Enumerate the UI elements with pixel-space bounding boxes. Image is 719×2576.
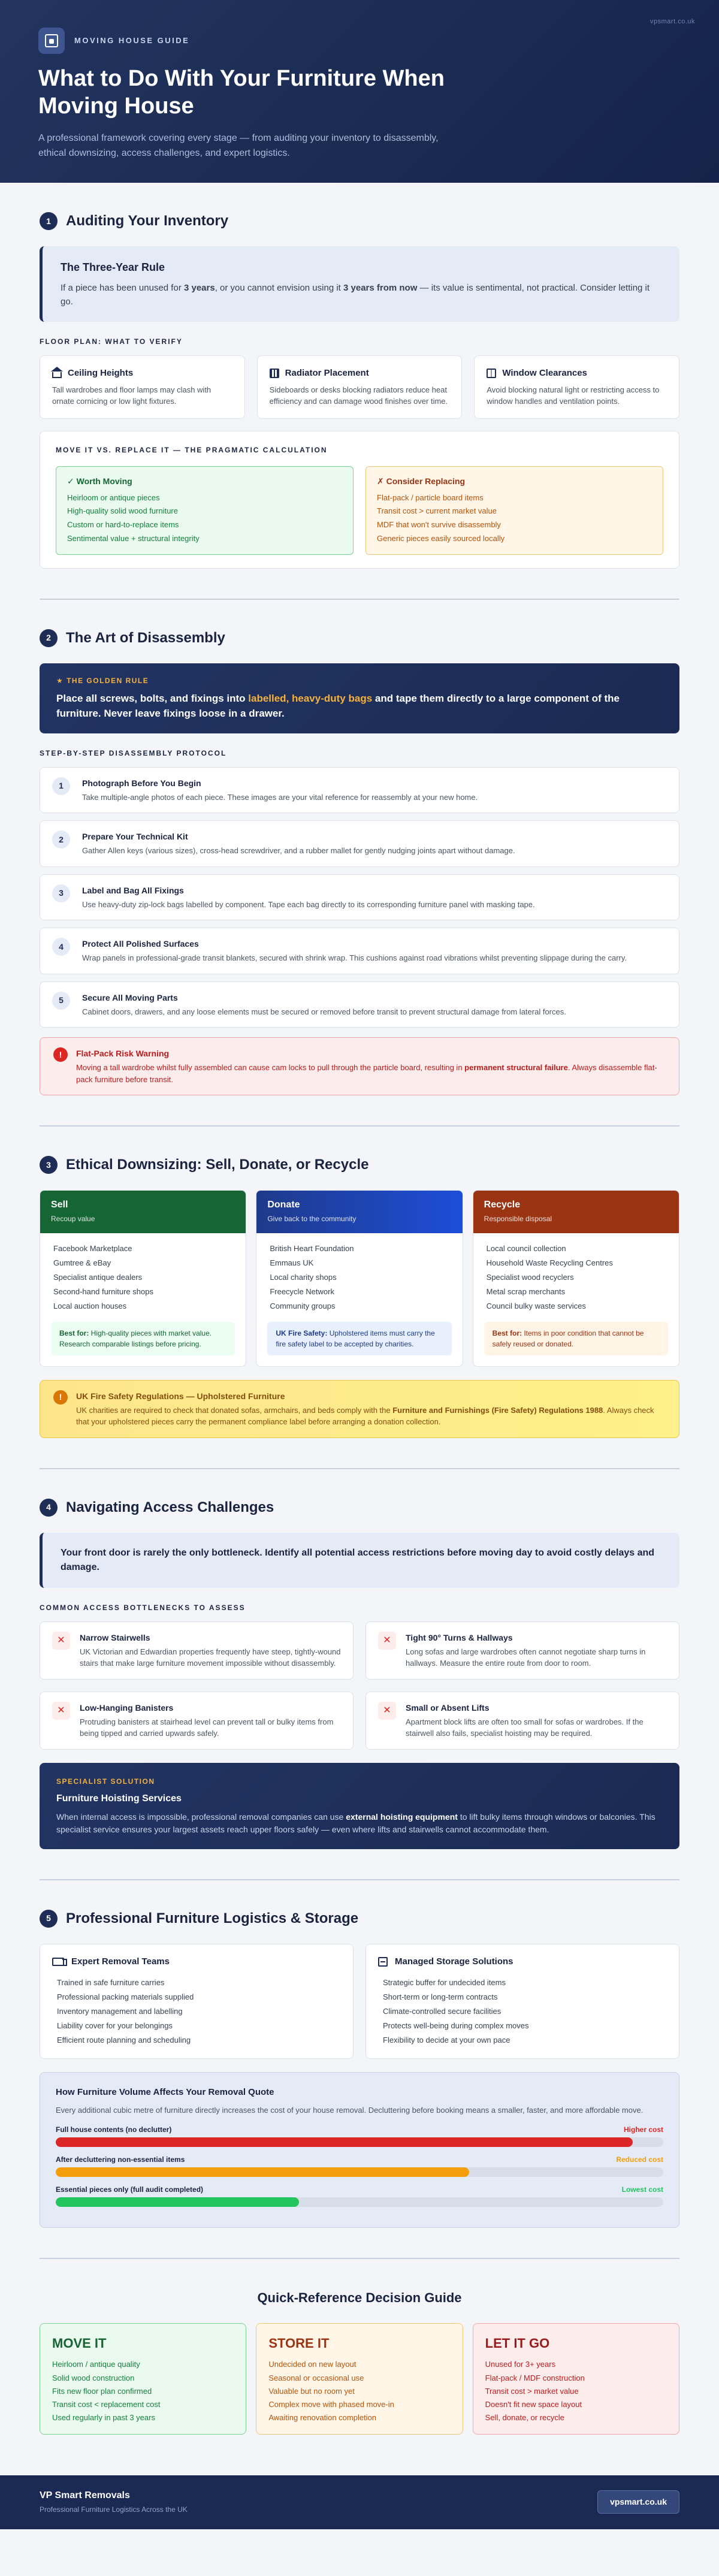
section-title: The Art of Disassembly <box>66 629 225 646</box>
section-number: 4 <box>40 1499 58 1517</box>
services-grid <box>40 1944 679 2059</box>
list-item: Efficient route planning and scheduling <box>57 2036 191 2045</box>
section-title: Navigating Access Challenges <box>66 1499 274 1515</box>
list-item: Local charity shops <box>270 1272 337 1282</box>
volume-bar-row <box>56 2184 663 2207</box>
list-item: Sentimental value + structural integrity <box>67 533 200 543</box>
column-list <box>473 1233 679 1322</box>
list-item: Complex move with phased move-in <box>268 2399 394 2409</box>
column-header <box>256 1191 462 1233</box>
consider-replacing-list <box>377 491 652 546</box>
text-bold: Furniture and Furnishings (Fire Safety) Regulations 1988 <box>392 1405 603 1415</box>
note-bold: Best for: <box>59 1328 89 1337</box>
card-title: Window Clearances <box>502 368 587 378</box>
specialist-text <box>56 1811 663 1836</box>
list-item: Heirloom or antique pieces <box>67 493 160 502</box>
column-note <box>267 1322 451 1355</box>
list-item: Liability cover for your belongings <box>57 2021 173 2031</box>
section-header <box>40 210 679 232</box>
section-title: Auditing Your Inventory <box>66 213 229 229</box>
column-subtitle: Recoup value <box>51 1215 95 1223</box>
service-title: Managed Storage Solutions <box>395 1956 513 1967</box>
window-icon <box>487 369 496 378</box>
warning-body <box>76 1390 666 1428</box>
bar-tag: Reduced cost <box>616 2155 663 2164</box>
callout-text: Your front door is rarely the only bottleneck. Identify all potential access restrictions before moving day to avoid costly delays and damage. <box>61 1547 655 1572</box>
specialist-title: Furniture Hoisting Services <box>56 1793 182 1804</box>
note-bold: Best for: <box>492 1328 522 1337</box>
list-item: Used regularly in past 3 years <box>52 2412 155 2422</box>
text-part: and tape them directly to a large component of the furniture. Never leave fixings loose in a drawer. <box>56 692 620 719</box>
recycle-column <box>473 1190 679 1367</box>
text-part: If a piece has been unused for <box>61 283 184 293</box>
list-item: Freecycle Network <box>270 1287 334 1296</box>
removal-teams-card <box>40 1944 354 2059</box>
step-item <box>40 820 679 867</box>
note-bold: UK Fire Safety: <box>276 1328 328 1337</box>
step-body <box>82 831 515 857</box>
warning-text <box>76 1405 666 1428</box>
card-title: Ceiling Heights <box>68 368 134 378</box>
bar-label: Essential pieces only (full audit completed) <box>56 2185 204 2194</box>
list-item: Flexibility to decide at your own pace <box>383 2036 510 2045</box>
box-logo-icon <box>38 28 65 54</box>
card-ceiling-heights <box>40 355 245 419</box>
bar-fill <box>56 2197 299 2207</box>
list-item: Transit cost > current market value <box>377 506 497 516</box>
column-list <box>40 1233 246 1322</box>
service-list <box>378 1976 667 2047</box>
decision-list <box>52 2358 234 2424</box>
worth-moving-box <box>56 466 354 555</box>
step-body <box>82 884 535 911</box>
access-callout <box>40 1533 679 1588</box>
list-item: Council bulky waste services <box>486 1301 586 1310</box>
step-title: Secure All Moving Parts <box>82 992 178 1002</box>
floor-plan-label: FLOOR PLAN: WHAT TO VERIFY <box>40 337 183 346</box>
bar-label: After decluttering non-essential items <box>56 2155 185 2164</box>
step-item <box>40 874 679 921</box>
list-item: Transit cost < replacement cost <box>52 2399 161 2409</box>
column-title: Donate <box>267 1200 300 1210</box>
list-item: Heirloom / antique quality <box>52 2360 140 2369</box>
section-logistics <box>40 1880 679 2260</box>
access-body <box>80 1702 341 1740</box>
consider-replacing-box <box>365 466 663 555</box>
access-body <box>406 1702 667 1740</box>
step-body <box>82 777 478 804</box>
decision-title: LET IT GO <box>485 2336 550 2351</box>
column-title: Sell <box>51 1200 68 1210</box>
volume-description: Every additional cubic metre of furniture directly increases the cost of your house removal. Decluttering before booking means a smaller, faster, and more affordable move. <box>56 2105 644 2115</box>
section-number: 5 <box>40 1910 58 1928</box>
section-number: 3 <box>40 1156 58 1174</box>
card-radiator-placement <box>257 355 463 419</box>
truck-icon <box>52 1958 64 1966</box>
list-item: Doesn't fit new space layout <box>485 2399 582 2409</box>
access-title: Narrow Stairwells <box>80 1632 150 1642</box>
text-part: When internal access is impossible, professional removal companies can use <box>56 1811 346 1822</box>
section-header <box>40 1154 679 1176</box>
list-item: Transit cost > market value <box>485 2386 579 2396</box>
callout-text <box>61 282 661 309</box>
list-item: Fits new floor plan confirmed <box>52 2386 152 2396</box>
list-item: Awaiting renovation completion <box>268 2412 377 2422</box>
list-item: Valuable but no room yet <box>268 2386 355 2396</box>
access-title: Low-Hanging Banisters <box>80 1702 174 1713</box>
step-item <box>40 928 679 974</box>
volume-bar-row <box>56 2154 663 2177</box>
bar-track <box>56 2167 663 2177</box>
list-item: Inventory management and labelling <box>57 2007 183 2016</box>
list-item: British Heart Foundation <box>270 1243 354 1253</box>
quick-reference <box>40 2288 679 2434</box>
list-item: Household Waste Recycling Centres <box>486 1258 613 1267</box>
column-title: Recycle <box>484 1200 521 1210</box>
bar-fill <box>56 2167 469 2177</box>
step-text: Use heavy-duty zip-lock bags labelled by component. Tape each bag directly to its corresponding furniture panel with masking tape. <box>82 899 535 909</box>
column-header <box>40 1191 246 1233</box>
page-title: What to Do With Your Furniture When Moving House <box>38 66 445 119</box>
warning-body <box>76 1047 666 1085</box>
access-title: Tight 90° Turns & Hallways <box>406 1632 513 1642</box>
list-item: Emmaus UK <box>270 1258 314 1267</box>
list-item: Custom or hard-to-replace items <box>67 520 179 529</box>
sell-column <box>40 1190 246 1367</box>
footer-brand: VP Smart Removals <box>40 2490 130 2500</box>
list-item: Second-hand furniture shops <box>53 1287 153 1296</box>
text-highlight: labelled, heavy-duty bags <box>248 692 373 704</box>
card-title-row <box>270 367 450 380</box>
step-number: 2 <box>52 831 70 848</box>
step-text: Take multiple-angle photos of each piece. These images are your vital reference for reassembly at your new home. <box>82 792 478 802</box>
text-part: to lift bulky items through windows or balconies. This specialist service ensures your largest assets reach upper floors safely — even where lifts and stairwells cannot accommodate them. <box>56 1811 655 1834</box>
step-text: Wrap panels in professional-grade transit blankets, secured with shrink wrap. This cushions against road vibrations whilst preventing slippage during the carry. <box>82 953 627 962</box>
access-body <box>80 1632 341 1669</box>
golden-rule-text <box>56 691 663 721</box>
specialist-tag: SPECIALIST SOLUTION <box>56 1777 155 1786</box>
close-icon: ✕ <box>378 1702 396 1720</box>
column-subtitle: Responsible disposal <box>484 1215 552 1223</box>
bottlenecks-label: COMMON ACCESS BOTTLENECKS TO ASSESS <box>40 1603 246 1612</box>
note-text: High-quality pieces with market value. Research comparable listings before pricing. <box>59 1328 212 1348</box>
consider-replacing-title: ✗ Consider Replacing <box>377 476 466 486</box>
list-item: Generic pieces easily sourced locally <box>377 533 505 543</box>
list-item: High-quality solid wood furniture <box>67 506 178 516</box>
list-item: Flat-pack / MDF construction <box>485 2373 585 2382</box>
note-text: Items in poor condition that cannot be safely reused or donated. <box>492 1328 644 1348</box>
text-part: — its value is sentimental, not practical. Consider letting it go. <box>61 283 650 307</box>
text-part: UK charities are required to check that donated sofas, armchairs, and beds comply with the <box>76 1405 393 1415</box>
step-text: Cabinet doors, drawers, and any loose elements must be secured or removed before transit to prevent structural damage from lateral forces. <box>82 1007 566 1016</box>
step-number: 3 <box>52 884 70 902</box>
donate-column <box>256 1190 463 1367</box>
access-title: Small or Absent Lifts <box>406 1702 490 1713</box>
column-header <box>473 1191 679 1233</box>
close-icon: ✕ <box>52 1702 70 1720</box>
move-vs-replace-card <box>40 431 679 569</box>
quick-reference-grid <box>40 2323 679 2434</box>
step-title: Prepare Your Technical Kit <box>82 832 188 841</box>
access-item <box>365 1621 679 1680</box>
warning-title: Flat-Pack Risk Warning <box>76 1049 170 1058</box>
list-item: MDF that won't survive disassembly <box>377 520 501 529</box>
section-title: Ethical Downsizing: Sell, Donate, or Recycle <box>66 1156 369 1173</box>
warning-icon: ! <box>53 1390 68 1405</box>
list-item: Climate-controlled secure facilities <box>383 2007 502 2016</box>
close-icon: ✕ <box>378 1632 396 1650</box>
golden-rule-tag: ★ THE GOLDEN RULE <box>56 676 149 685</box>
section-header <box>40 1908 679 1929</box>
text-bold: permanent structural failure <box>464 1063 568 1072</box>
warning-title: UK Fire Safety Regulations — Upholstered Furniture <box>76 1391 285 1401</box>
close-icon: ✕ <box>52 1632 70 1650</box>
worth-moving-list <box>67 491 342 546</box>
bar-label-row <box>56 2124 663 2135</box>
section-title: Professional Furniture Logistics & Storage <box>66 1910 359 1926</box>
decision-list <box>485 2358 667 2424</box>
section-header <box>40 1497 679 1518</box>
text-part: . Always check that your upholstered pieces carry the permanent compliance label before arranging a donation collection. <box>76 1405 654 1427</box>
bar-track <box>56 2197 663 2207</box>
decision-list <box>268 2358 450 2424</box>
card-text: Avoid blocking natural light or restricting access to window handles and ventilation points. <box>487 385 660 406</box>
list-item: Community groups <box>270 1301 336 1310</box>
page-subtitle: A professional framework covering every stage — from auditing your inventory to disassembly, ethical downsizing, access challenges, and expert logistics. <box>38 132 439 158</box>
step-text: Gather Allen keys (various sizes), cross-head screwdriver, and a rubber mallet for gently nudging joints apart without damage. <box>82 846 515 855</box>
bar-track <box>56 2137 663 2147</box>
access-item <box>40 1692 354 1750</box>
warning-text <box>76 1062 666 1085</box>
calc-label: MOVE IT VS. REPLACE IT — THE PRAGMATIC CALCULATION <box>56 445 328 454</box>
service-list <box>52 1976 341 2047</box>
service-title: Expert Removal Teams <box>71 1956 170 1967</box>
card-title-row <box>52 367 232 380</box>
move-it-card <box>40 2323 246 2434</box>
list-item: Professional packing materials supplied <box>57 1992 194 2002</box>
section-access <box>40 1469 679 1880</box>
list-item: Specialist wood recyclers <box>486 1272 574 1282</box>
step-number: 1 <box>52 777 70 795</box>
text-bold: 3 years <box>183 283 215 293</box>
section-auditing <box>40 183 679 600</box>
card-text: Tall wardrobes and floor lamps may clash with ornate cornicing or low light fixtures. <box>52 385 212 406</box>
step-body <box>82 992 566 1018</box>
warning-icon: ! <box>53 1047 68 1062</box>
hero-site-url[interactable]: vpsmart.co.uk <box>650 18 695 25</box>
card-title-row <box>487 367 667 380</box>
downsizing-columns <box>40 1190 679 1367</box>
step-number: 4 <box>52 938 70 956</box>
access-text: Long sofas and large wardrobes often cannot negotiate sharp turns in hallways. Measure the entire route from door to room. <box>406 1647 646 1668</box>
section-number: 1 <box>40 212 58 230</box>
footer-brand-block <box>40 2489 188 2517</box>
list-item: Specialist antique dealers <box>53 1272 143 1282</box>
list-item: Gumtree & eBay <box>53 1258 111 1267</box>
let-it-go-card <box>473 2323 679 2434</box>
three-year-rule-callout <box>40 246 679 322</box>
hero-eyebrow <box>38 28 681 54</box>
list-item: Undecided on new layout <box>268 2360 357 2369</box>
golden-rule-banner <box>40 663 679 733</box>
move-replace-grid <box>56 466 663 555</box>
flat-pack-warning <box>40 1037 679 1095</box>
callout-title: The Three-Year Rule <box>61 261 165 273</box>
access-text: UK Victorian and Edwardian properties frequently have steep, tightly-wound stairs that make large furniture movement impossible without disassembly. <box>80 1647 341 1668</box>
list-item: Short-term or long-term contracts <box>383 1992 498 2002</box>
list-item: Protects well-being during complex moves <box>383 2021 529 2031</box>
volume-quote-panel <box>40 2072 679 2228</box>
list-item: Metal scrap merchants <box>486 1287 566 1296</box>
hero-banner <box>0 0 719 183</box>
card-title: Radiator Placement <box>285 368 369 378</box>
service-title-row <box>378 1955 667 1969</box>
column-note <box>484 1322 668 1355</box>
storage-card <box>365 1944 679 2059</box>
list-item: Solid wood construction <box>52 2373 135 2382</box>
list-item: Flat-pack / particle board items <box>377 493 484 502</box>
disassembly-steps <box>40 767 679 1028</box>
bar-label-row <box>56 2154 663 2165</box>
volume-bar-row <box>56 2124 663 2147</box>
protocol-label: STEP-BY-STEP DISASSEMBLY PROTOCOL <box>40 748 227 757</box>
text-part: Moving a tall wardrobe whilst fully assembled can cause cam locks to pull through the particle board, resulting in <box>76 1063 465 1072</box>
step-item <box>40 982 679 1028</box>
access-grid <box>40 1621 679 1750</box>
storage-box-icon <box>378 1957 388 1967</box>
footer-tagline: Professional Furniture Logistics Across the UK <box>40 2505 188 2514</box>
house-icon <box>52 372 62 378</box>
card-window-clearances <box>474 355 679 419</box>
bar-label: Full house contents (no declutter) <box>56 2125 172 2134</box>
website-link-button[interactable]: vpsmart.co.uk <box>597 2490 679 2514</box>
hoisting-solution-banner <box>40 1763 679 1849</box>
access-item <box>40 1621 354 1680</box>
access-item <box>365 1692 679 1750</box>
section-number: 2 <box>40 629 58 647</box>
quick-reference-title: Quick-Reference Decision Guide <box>257 2290 462 2306</box>
card-text: Sideboards or desks blocking radiators reduce heat efficiency and can damage wood finishes over time. <box>269 385 448 406</box>
column-list <box>256 1233 462 1322</box>
store-it-card <box>256 2323 463 2434</box>
step-body <box>82 938 627 964</box>
eyebrow-label: MOVING HOUSE GUIDE <box>74 36 190 46</box>
list-item: Seasonal or occasional use <box>268 2373 364 2382</box>
step-title: Photograph Before You Begin <box>82 778 201 788</box>
list-item: Strategic buffer for undecided items <box>383 1978 506 1988</box>
column-note <box>51 1322 235 1355</box>
fire-safety-warning <box>40 1380 679 1438</box>
list-item: Unused for 3+ years <box>485 2360 556 2369</box>
worth-moving-title: ✓ Worth Moving <box>67 476 132 486</box>
list-item: Facebook Marketplace <box>53 1243 132 1253</box>
step-number: 5 <box>52 992 70 1010</box>
divider <box>40 2258 679 2259</box>
radiator-icon <box>270 369 279 378</box>
access-text: Apartment block lifts are often too small for sofas or wardrobes. If the stairwell also fails, specialist hoisting may be required. <box>406 1717 644 1738</box>
text-part: Place all screws, bolts, and fixings into <box>56 692 249 704</box>
bar-tag: Higher cost <box>623 2125 663 2134</box>
section-disassembly <box>40 600 679 1127</box>
list-item: Local council collection <box>486 1243 566 1253</box>
bar-fill <box>56 2137 633 2147</box>
step-title: Protect All Polished Surfaces <box>82 939 199 949</box>
text-bold: external hoisting equipment <box>346 1811 458 1822</box>
note-text: Upholstered items must carry the fire safety label to be accepted by charities. <box>276 1328 435 1348</box>
floor-plan-cards <box>40 355 679 419</box>
bar-label-row <box>56 2184 663 2195</box>
section-header <box>40 627 679 649</box>
step-title: Label and Bag All Fixings <box>82 885 184 895</box>
service-title-row <box>52 1955 341 1969</box>
step-item <box>40 767 679 814</box>
text-part: , or you cannot envision using it <box>215 283 343 293</box>
decision-title: MOVE IT <box>52 2336 107 2351</box>
column-subtitle: Give back to the community <box>267 1215 357 1223</box>
list-item: Trained in safe furniture carries <box>57 1978 165 1988</box>
access-body <box>406 1632 667 1669</box>
list-item: Local auction houses <box>53 1301 127 1310</box>
decision-title: STORE IT <box>268 2336 330 2351</box>
text-part: . Always disassemble flat-pack furniture before transit. <box>76 1063 657 1084</box>
list-item: Sell, donate, or recycle <box>485 2412 564 2422</box>
footer <box>0 2475 719 2529</box>
access-text: Protruding banisters at stairhead level can prevent tall or bulky items from being tipped and carried upwards safely. <box>80 1717 334 1738</box>
bar-tag: Lowest cost <box>621 2185 663 2194</box>
section-downsizing <box>40 1127 679 1469</box>
volume-title: How Furniture Volume Affects Your Removal Quote <box>56 2087 274 2098</box>
text-bold: 3 years from now <box>343 283 418 293</box>
